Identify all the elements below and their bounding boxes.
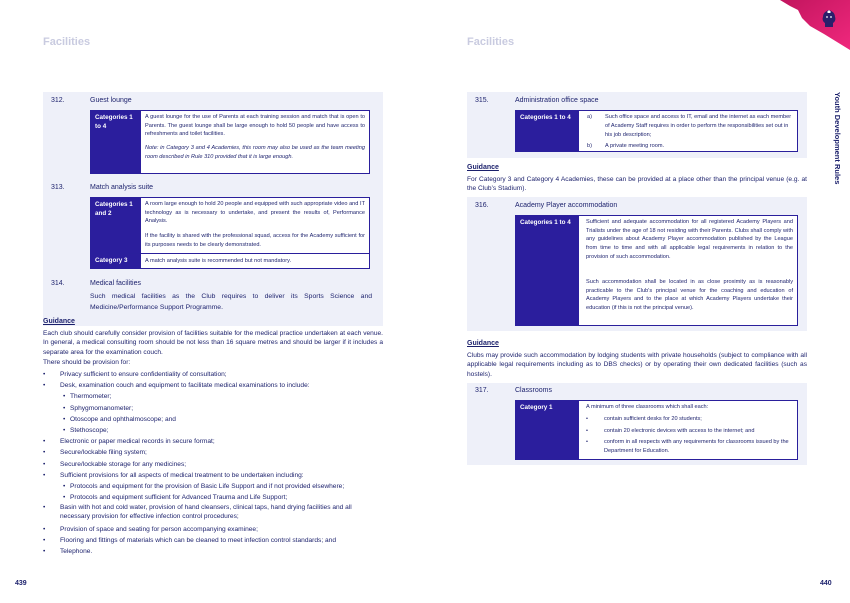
list-item: • Basin with hot and cold water, provision of hand cleansers, clinical taps, hand drying facilities and all necessary provision for effective infection control procedures; <box>43 503 383 523</box>
sub-list-item: • Stethoscope; <box>43 425 383 436</box>
corner-decoration <box>780 0 850 50</box>
rule-title: Guest lounge <box>90 97 132 104</box>
rule-text: If the facility is shared with the professional squad, access for the Academy sufficient for its purposes needs to be clearly demonstrated. <box>145 233 365 248</box>
guidance-heading: Guidance <box>467 340 499 347</box>
list-item: • Privacy sufficient to ensure confidentiality of consultation; <box>43 369 383 380</box>
item-marker: b) <box>587 142 592 149</box>
list-item <box>587 113 792 140</box>
list-item: • Electronic or paper medical records in secure format; <box>43 436 383 447</box>
rule-316-heading <box>475 202 795 212</box>
category-cell: Category 1 <box>516 401 579 459</box>
rule-title: Administration office space <box>515 97 599 104</box>
category-cell: Categories 1 and 2 <box>91 198 141 253</box>
rule-number: 312. <box>51 97 65 104</box>
rule-title: Academy Player accommodation <box>515 202 618 209</box>
rule-text: Such accommodation shall be located in as close proximity as is reasonably practicable to the Club’s principal venue for the coaching and education of Academy Players and to the place at which Academy Players undertake their education (if this is not the principal venue). <box>586 279 793 311</box>
item-text: A private meeting room. <box>605 142 665 149</box>
rule-text: A guest lounge for the use of Parents at each training session and match that is open to Parents. The guest lounge shall be large enough to hold 50 people and have access to refreshments and toilet facilities. <box>145 114 365 138</box>
right-page <box>425 0 850 603</box>
rule-314-heading <box>51 280 371 290</box>
item-text: Such office space and access to IT, email and the internet as each member of Academy Staff requires in order to perform the responsibilities set out in his job description; <box>605 114 792 138</box>
list-item: • Desk, examination couch and equipment to facilitate medical examinations to include: <box>43 380 383 391</box>
list-item: • Telephone. <box>43 546 383 557</box>
category-cell: Categories 1 to 4 <box>516 216 579 325</box>
rule-number: 316. <box>475 202 489 209</box>
provision-intro: There should be provision for: <box>43 359 131 366</box>
rule-number: 314. <box>51 280 65 287</box>
category-cell: Categories 1 to 4 <box>516 111 579 151</box>
rule-313-heading <box>51 184 371 194</box>
list-item: • Secure/lockable filing system; <box>43 447 383 458</box>
rule-number: 313. <box>51 184 65 191</box>
sub-list-item: • Sphygmomanometer; <box>43 403 383 414</box>
rule-text: A room large enough to hold 20 people and equipped with such appropriate video and IT technology as is necessary to undertake, and present the results of, Performance Analysis. <box>145 201 365 225</box>
rule-number: 315. <box>475 97 489 104</box>
sub-list-item: • Otoscope and ophthalmoscope; and <box>43 414 383 425</box>
rule-items <box>587 113 792 151</box>
item-text: contain sufficient desks for 20 students; <box>604 416 702 422</box>
provision-list <box>43 369 383 557</box>
list-item: • conform in all respects with any requirements for classrooms issued by the Department for Education. <box>586 439 789 454</box>
sub-list-item: • Protocols and equipment for the provision of Basic Life Support and if not provided elsewhere; <box>43 481 383 492</box>
rule-317-heading <box>475 387 795 397</box>
rule-note: Note: in Category 3 and 4 Academies, this room may also be used as the team meeting room described in Rule 310 provided that it is large enough. <box>145 145 365 160</box>
sub-list-item: • Thermometer; <box>43 391 383 402</box>
rule-number: 317. <box>475 387 489 394</box>
rule-text: A match analysis suite is recommended but not mandatory. <box>145 258 292 264</box>
category-cell: Categories 1 to 4 <box>91 111 141 173</box>
side-label <box>832 92 844 202</box>
rule-316-table <box>515 215 798 326</box>
sub-list-item: • Protocols and equipment sufficient for Advanced Trauma and Life Support; <box>43 492 383 503</box>
list-item: • Secure/lockable storage for any medicines; <box>43 459 383 470</box>
list-item <box>587 142 792 151</box>
rule-312-heading <box>51 97 371 107</box>
lion-crest-icon <box>820 9 838 29</box>
guidance-paragraph: For Category 3 and Category 4 Academies, these can be provided at a place other than the principal venue (e.g. at the Club’s Stadium). <box>467 176 807 193</box>
list-item: • contain 20 electronic devices with access to the internet; and <box>586 427 755 434</box>
guidance-paragraph: Clubs may provide such accommodation by lodging students with private households (subject to compliance with all applicable legal requirements including as to DBS checks) or by operating their own dedicated facilities (such as hostels). <box>467 352 807 378</box>
rule-title: Classrooms <box>515 387 552 394</box>
list-item: • contain sufficient desks for 20 students; <box>586 416 702 422</box>
page-number: 440 <box>820 580 832 587</box>
rule-315-table <box>515 110 798 152</box>
rule-items <box>586 415 793 456</box>
side-label-text: Youth Development Rules <box>833 92 842 185</box>
rule-317-table <box>515 400 798 460</box>
section-title: Facilities <box>467 36 515 48</box>
guidance-paragraph: Each club should carefully consider provision of facilities suitable for the medical practice undertaken at each venue. In general, a medical consulting room should be not less than 16 square metres and should be larger if it includes a separate area for the examination couch. <box>43 330 383 356</box>
rule-315-heading <box>475 97 795 107</box>
list-item: • Flooring and fittings of materials which can be cleaned to meet infection control standards; and <box>43 535 383 546</box>
list-item: • Provision of space and seating for person accompanying examinee; <box>43 524 383 535</box>
category-cell: Category 3 <box>91 254 141 268</box>
item-marker: a) <box>587 114 592 120</box>
rule-title: Medical facilities <box>90 280 141 287</box>
section-title: Facilities <box>43 36 91 48</box>
page-number: 439 <box>15 580 27 587</box>
rule-text: Sufficient and adequate accommodation for all registered Academy Players and Trialists under the age of 18 not residing with their Parents. Clubs shall comply with any guidelines about Academy Player accommodation published by the League from time to time and with all applicable legal requirements in relation to the provision of such accommodation. <box>586 219 793 260</box>
rule-312-table <box>90 110 370 174</box>
list-item: • Sufficient provisions for all aspects of medical treatment to be undertaken including: <box>43 470 383 481</box>
rule-313-table <box>90 197 370 269</box>
rule-title: Match analysis suite <box>90 184 154 191</box>
rule-intro: A minimum of three classrooms which shall each: <box>586 404 709 410</box>
rule-text: Such medical facilities as the Club requires to deliver its Sports Science and Medicine/Performance Support Programme. <box>90 293 372 311</box>
guidance-heading: Guidance <box>467 164 499 171</box>
item-text: contain 20 electronic devices with access to the internet; and <box>604 427 755 434</box>
item-text: conform in all respects with any requirements for classrooms issued by the Department for Education. <box>604 439 789 454</box>
guidance-heading: Guidance <box>43 318 75 325</box>
